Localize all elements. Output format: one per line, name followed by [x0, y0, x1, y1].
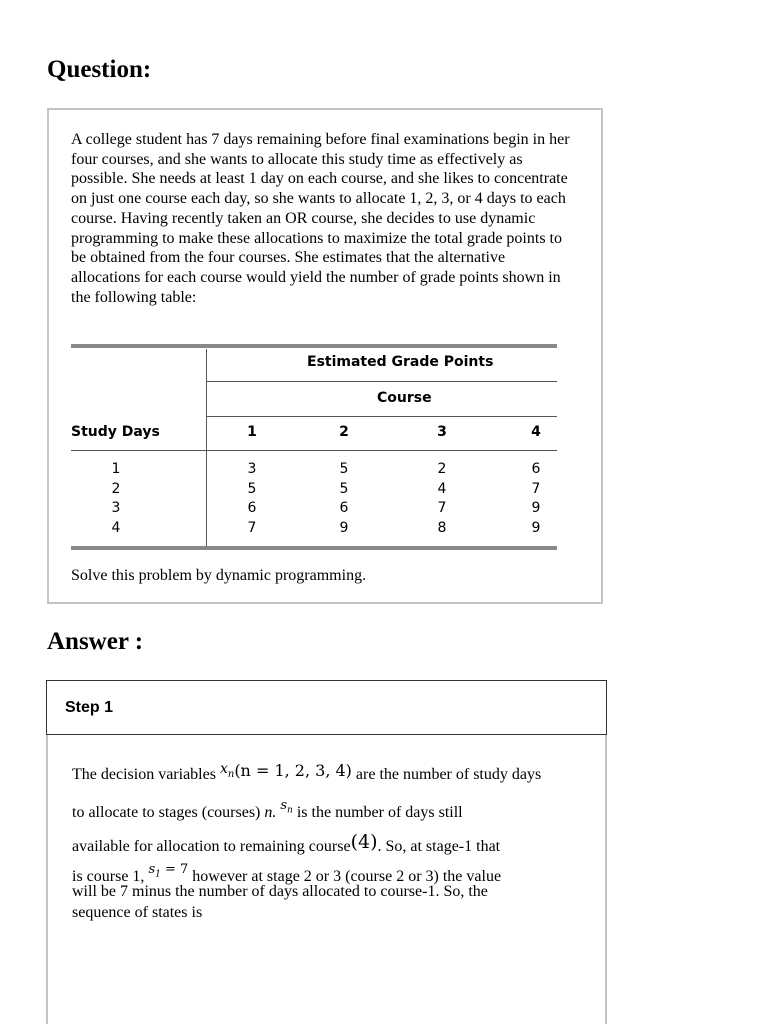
grade-points-table [71, 344, 557, 550]
question-paragraph: A college student has 7 days remaining before final examinations begin in her four courses, and she wants to allocate this study time as effectively as possible. She needs at least 1 day on each course, and she likes to concentrate on just one course each day, so she wants to allocate 1, 2, 3, or 4 days to each course. Having recently taken an OR course, she decides to use dynamic programming to make these allocations to maximize the total grade points to be obtained from the four courses. She estimates that the alternative allocations for each course would yield the number of grade points shown in the following table: [71, 131, 570, 306]
answer-text-segment: to allocate to stages (courses) [72, 804, 261, 821]
table-top-rule [71, 344, 557, 348]
answer-text-segment: is the number of days still [296, 804, 463, 821]
answer-text-segment: however at stage 2 or 3 (course 2 or 3) the value [192, 868, 502, 885]
table-title: Estimated Grade Points [307, 354, 494, 370]
course-header-4: 4 [531, 424, 541, 440]
course-label: Course [377, 390, 432, 406]
grade-value: 9 [531, 519, 541, 536]
math-s1-equals-7: s1 = 7 [148, 862, 189, 880]
table-vertical-divider [206, 349, 207, 546]
answer-line-3 [72, 831, 500, 856]
grade-value: 9 [339, 519, 349, 536]
course-header-2: 2 [339, 424, 349, 440]
grade-value: 7 [247, 519, 257, 536]
answer-line-6: sequence of states is [72, 904, 203, 921]
course-1-values [237, 460, 267, 538]
study-day-value: 1 [111, 461, 121, 477]
answer-text-segment: are the number of study days [355, 766, 542, 783]
step-label: Step 1 [65, 699, 114, 716]
table-rule-course [206, 416, 557, 417]
answer-text-segment: The decision variables [72, 766, 216, 783]
grade-value: 6 [531, 461, 541, 477]
row-header-study-days: Study Days [71, 424, 160, 440]
grade-value: 7 [531, 480, 541, 497]
grade-value: 8 [437, 519, 447, 536]
step-body [46, 735, 607, 1024]
math-n-range: (n = 1, 2, 3, 4) [234, 761, 352, 780]
answer-heading: Answer : [47, 628, 144, 655]
answer-text-segment: available for allocation to remaining course [72, 838, 351, 855]
course-header-3: 3 [437, 424, 447, 440]
grade-value: 9 [531, 500, 541, 516]
math-s-n: sn [280, 798, 293, 816]
grade-value: 5 [339, 480, 349, 497]
table-bottom-rule [71, 546, 557, 550]
study-day-value: 4 [111, 519, 121, 536]
grade-value: 7 [437, 500, 447, 516]
answer-line-1 [72, 761, 541, 784]
math-x-n: $x_n$ [219, 761, 235, 780]
answer-line-2 [72, 798, 463, 822]
grade-value: 3 [247, 461, 257, 477]
study-day-value: 2 [111, 480, 121, 497]
answer-text-segment: is course 1, [72, 868, 145, 885]
math-four: (4) [350, 831, 378, 853]
study-day-value: 3 [111, 500, 121, 516]
step-header[interactable] [46, 680, 607, 735]
grade-value: 2 [437, 461, 447, 477]
question-box [47, 108, 603, 604]
course-4-values [521, 460, 551, 538]
grade-value: 5 [247, 480, 257, 497]
grade-value: 5 [339, 461, 349, 477]
grade-value: 6 [247, 500, 257, 516]
answer-text-segment: . So, at stage-1 that [377, 838, 501, 855]
course-2-values [329, 460, 359, 538]
course-3-values [427, 460, 457, 538]
solve-instruction: Solve this problem by dynamic programming. [71, 567, 367, 584]
grade-value: 6 [339, 500, 349, 516]
table-rule-header [71, 450, 557, 451]
question-heading: Question: [47, 56, 152, 83]
course-header-1: 1 [247, 424, 257, 440]
math-n: n. [264, 804, 277, 821]
grade-value: 4 [437, 480, 447, 497]
table-rule-title [206, 381, 557, 382]
answer-line-5: will be 7 minus the number of days allocated to course-1. So, the [72, 883, 488, 900]
study-days-column [101, 460, 131, 538]
